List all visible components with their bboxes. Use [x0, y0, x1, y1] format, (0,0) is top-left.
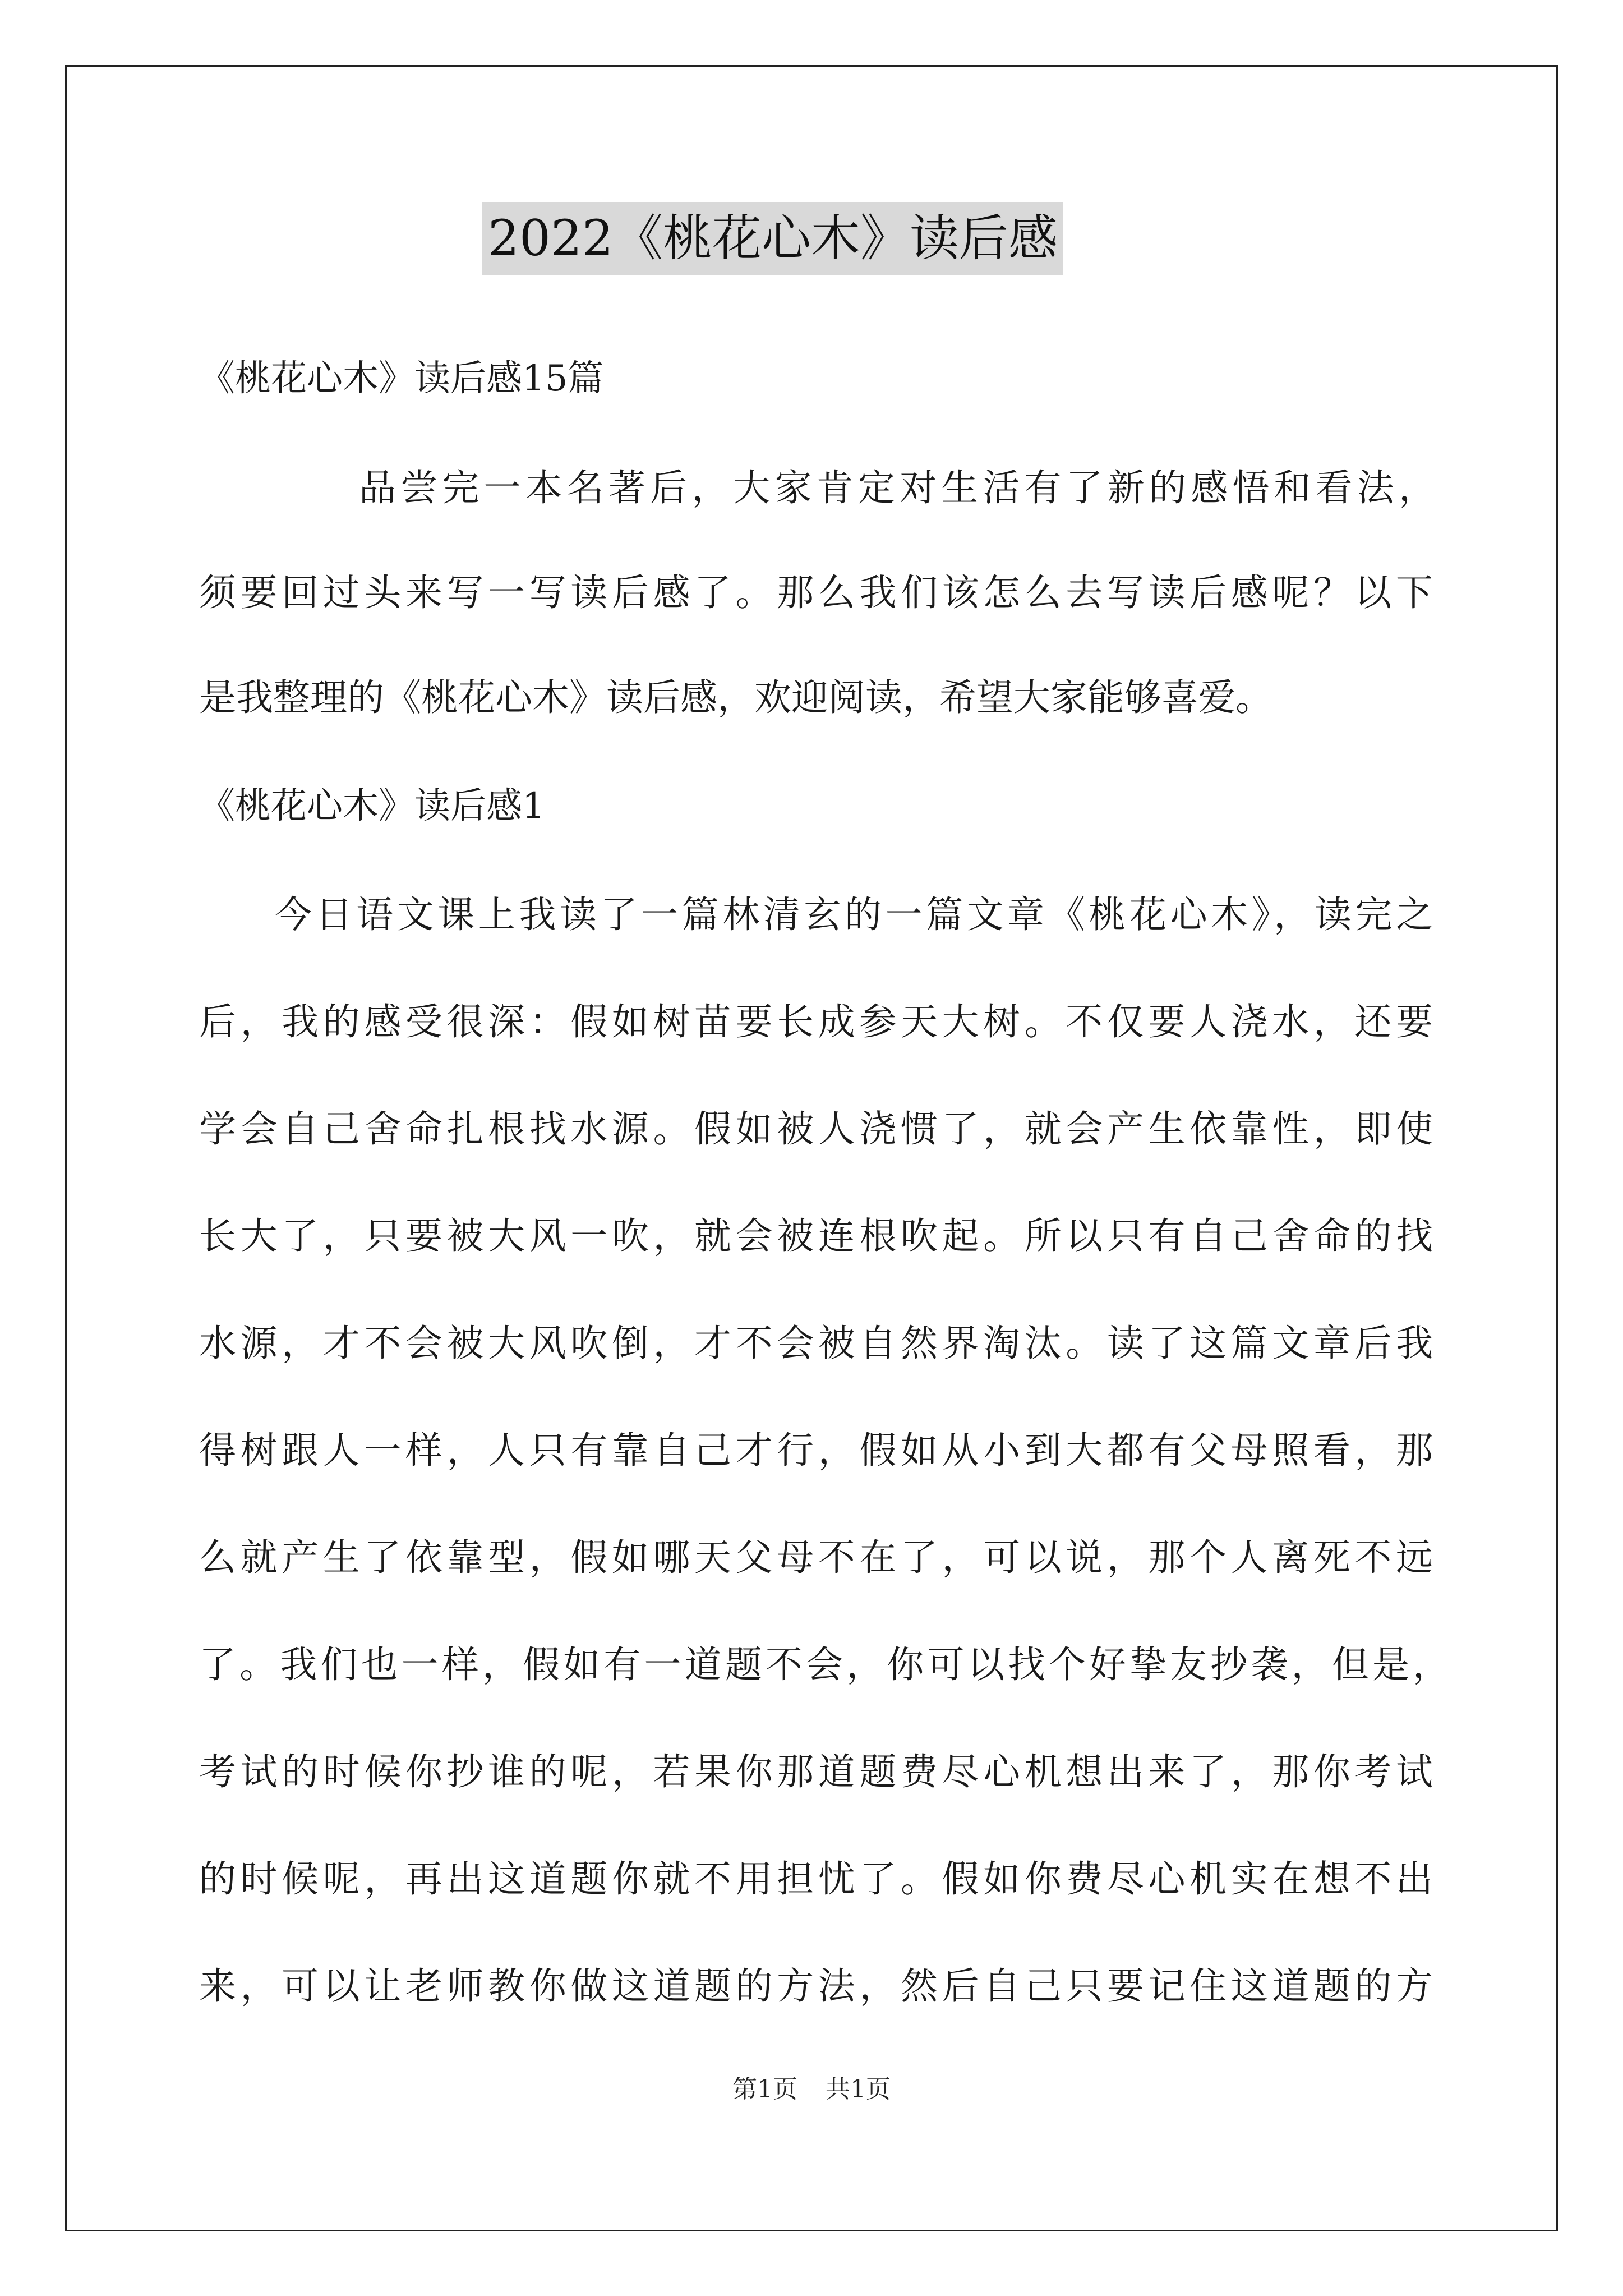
document-title: 2022《桃花心木》读后感 — [482, 202, 1063, 275]
body-line-10: 的时候呢，再出这道题你就不用担忧了。假如你费尽心机实在想不出 — [199, 1857, 1433, 1901]
body-line-11: 来，可以让老师教你做这道题的方法，然后自己只要记住这道题的方 — [199, 1964, 1433, 2008]
body-line-4: 长大了，只要被大风一吹，就会被连根吹起。所以只有自己舍命的找 — [199, 1214, 1433, 1258]
intro-line-3: 是我整理的《桃花心木》读后感，欢迎阅读，希望大家能够喜爱。 — [199, 676, 1272, 719]
body-line-8: 了。我们也一样，假如有一道题不会，你可以找个好挚友抄袭，但是， — [199, 1643, 1450, 1686]
intro-line-2: 须要回过头来写一写读后感了。那么我们该怎么去写读后感呢？以下 — [199, 571, 1433, 614]
document-subtitle: 《桃花心木》读后感15篇 — [199, 358, 604, 399]
intro-line-1: 品尝完一本名著后，大家肯定对生活有了新的感悟和看法， — [359, 466, 1436, 509]
body-line-6: 得树跟人一样，人只有靠自己才行，假如从小到大都有父母照看，那 — [199, 1429, 1433, 1472]
body-line-5: 水源，才不会被大风吹倒，才不会被自然界淘汰。读了这篇文章后我 — [199, 1322, 1433, 1365]
body-line-3: 学会自己舍命扎根找水源。假如被人浇惯了，就会产生依靠性，即使 — [199, 1107, 1433, 1151]
section-heading: 《桃花心木》读后感1 — [199, 785, 545, 827]
page-total: 共1页 — [826, 2075, 891, 2104]
body-line-9: 考试的时候你抄谁的呢，若果你那道题费尽心机想出来了，那你考试 — [199, 1750, 1433, 1793]
page-number: 第1页 — [732, 2075, 797, 2104]
page-footer — [0, 2073, 1623, 2106]
body-line-2: 后，我的感受很深：假如树苗要长成参天大树。不仅要人浇水，还要 — [199, 1000, 1433, 1043]
body-line-1: 今日语文课上我读了一篇林清玄的一篇文章《桃花心木》，读完之 — [275, 893, 1433, 936]
body-line-7: 么就产生了依靠型，假如哪天父母不在了，可以说，那个人离死不远 — [199, 1536, 1433, 1579]
